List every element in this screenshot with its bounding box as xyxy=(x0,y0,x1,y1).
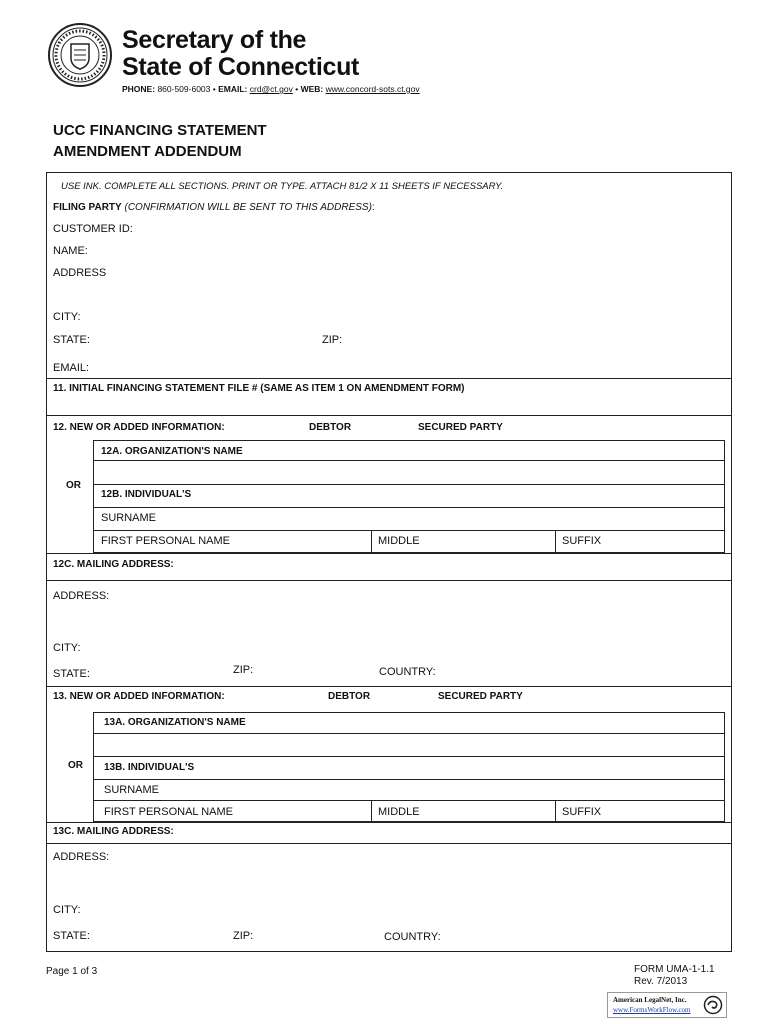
page-number: Page 1 of 3 xyxy=(46,966,98,977)
item11-label: 11. INITIAL FINANCING STATEMENT FILE # (SAME AS ITEM 1 ON AMENDMENT FORM) xyxy=(53,383,465,394)
instructions: USE INK. COMPLETE ALL SECTIONS. PRINT OR TYPE. ATTACH 81/2 X 11 SHEETS IF NECESSARY. xyxy=(61,181,504,192)
item13-zip-field[interactable]: ZIP: xyxy=(233,930,254,942)
item12-state-field[interactable]: STATE: xyxy=(53,668,90,680)
state-seal-icon xyxy=(47,22,113,88)
item13-surname-field[interactable]: SURNAME xyxy=(104,784,160,796)
address-field[interactable]: ADDRESS xyxy=(53,267,107,279)
item13a-label: 13A. ORGANIZATION'S NAME xyxy=(104,717,246,728)
item13c-label: 13C. MAILING ADDRESS: xyxy=(53,826,174,837)
item13-address-field[interactable]: ADDRESS: xyxy=(53,851,110,863)
item13-debtor-checkbox[interactable]: DEBTOR xyxy=(328,691,371,702)
page-title: Secretary of the State of Connecticut xyxy=(122,26,360,81)
customer-id-field[interactable]: CUSTOMER ID: xyxy=(53,223,133,235)
zip-field[interactable]: ZIP: xyxy=(322,334,343,346)
item13-first-name-field[interactable]: FIRST PERSONAL NAME xyxy=(104,806,233,818)
form-title: UCC FINANCING STATEMENT AMENDMENT ADDENDUM xyxy=(53,122,267,160)
item12a-input[interactable] xyxy=(94,461,724,483)
item12-secured-party-checkbox[interactable]: SECURED PARTY xyxy=(418,422,503,433)
contact-line: PHONE: 860-509-6003 • EMAIL: crd@ct.gov • WEB: www.concord-sots.ct.gov xyxy=(122,84,420,94)
item12-label: 12. NEW OR ADDED INFORMATION: xyxy=(53,422,225,433)
name-field[interactable]: NAME: xyxy=(53,245,88,257)
web-link[interactable]: www.concord-sots.ct.gov xyxy=(325,84,420,94)
form-number: FORM UMA-1-1.1 Rev. 7/2013 xyxy=(634,964,715,987)
email-link[interactable]: crd@ct.gov xyxy=(249,84,293,94)
item13-suffix-field[interactable]: SUFFIX xyxy=(562,806,602,818)
state-field[interactable]: STATE: xyxy=(53,334,90,346)
item12-address-field[interactable]: ADDRESS: xyxy=(53,590,110,602)
city-field[interactable]: CITY: xyxy=(53,311,81,323)
email-field[interactable]: EMAIL: xyxy=(53,362,90,374)
item12b-label: 12B. INDIVIDUAL'S xyxy=(101,489,192,500)
or-label: OR xyxy=(66,480,81,491)
item13-city-field[interactable]: CITY: xyxy=(53,904,81,916)
item13b-label: 13B. INDIVIDUAL'S xyxy=(104,762,195,773)
publisher-logo[interactable]: American LegalNet, Inc. www.FormsWorkFlow.com xyxy=(607,992,727,1018)
item13-secured-party-checkbox[interactable]: SECURED PARTY xyxy=(438,691,523,702)
item12c-label: 12C. MAILING ADDRESS: xyxy=(53,559,174,570)
item13-country-field[interactable]: COUNTRY: xyxy=(384,931,441,943)
item12-first-name-field[interactable]: FIRST PERSONAL NAME xyxy=(101,535,230,547)
item12-debtor-checkbox[interactable]: DEBTOR xyxy=(309,422,352,433)
filing-party-heading: FILING PARTY (CONFIRMATION WILL BE SENT TO THIS ADDRESS): xyxy=(53,202,375,213)
item13-label: 13. NEW OR ADDED INFORMATION: xyxy=(53,691,225,702)
swirl-logo-icon xyxy=(703,995,723,1015)
item12-zip-field[interactable]: ZIP: xyxy=(233,664,254,676)
item12-suffix-field[interactable]: SUFFIX xyxy=(562,535,602,547)
item12-country-field[interactable]: COUNTRY: xyxy=(379,666,436,678)
item12-surname-field[interactable]: SURNAME xyxy=(101,512,157,524)
item13-state-field[interactable]: STATE: xyxy=(53,930,90,942)
item13a-input[interactable] xyxy=(94,734,724,755)
item13-middle-field[interactable]: MIDDLE xyxy=(378,806,420,818)
item12-middle-field[interactable]: MIDDLE xyxy=(378,535,420,547)
item12-city-field[interactable]: CITY: xyxy=(53,642,81,654)
item12a-label: 12A. ORGANIZATION'S NAME xyxy=(101,446,243,457)
or-label: OR xyxy=(68,760,83,771)
